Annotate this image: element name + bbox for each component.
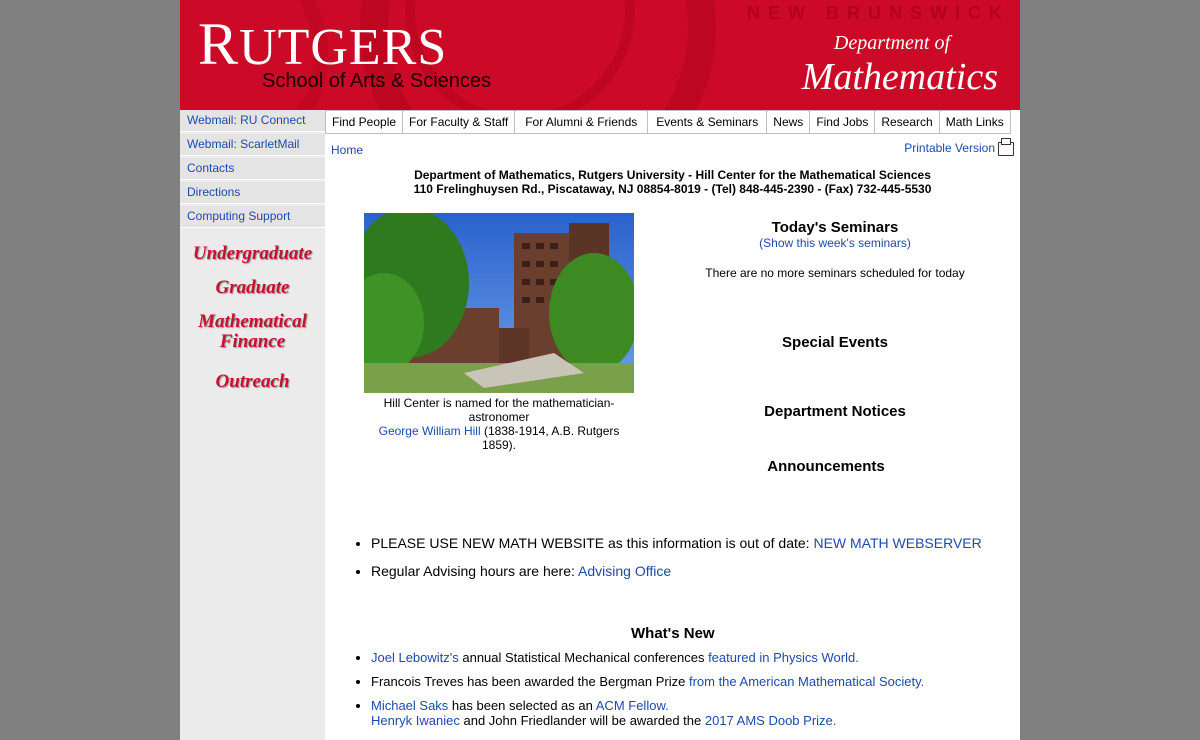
list-item: • Michael Saks has been selected as an ACM Fellow. Henryk Iwaniec and John Friedlander will be awarded the 2017 AMS Doob Prize. (371, 698, 1020, 728)
campus-label: NEW BRUNSWICK (747, 3, 1010, 23)
top-navigation (325, 110, 1020, 134)
sidebar-link-directions[interactable]: Directions (180, 182, 325, 204)
new-math-webserver-link[interactable]: NEW MATH WEBSERVER (813, 535, 982, 551)
sidebar-link-webmail-scarletmail[interactable]: Webmail: ScarletMail (180, 134, 325, 156)
list-item: • Joel Lebowitz's annual Statistical Mechanical conferences featured in Physics World. (371, 650, 1020, 665)
hill-center-photo (364, 213, 634, 393)
breadcrumb-home[interactable]: Home (331, 143, 364, 157)
nav-research[interactable]: Research (874, 110, 939, 134)
sidebar-link-webmail-ru-connect[interactable]: Webmail: RU Connect (180, 110, 325, 132)
program-mathematical-finance[interactable]: Mathematical Finance (198, 311, 307, 352)
sidebar-link-contacts[interactable]: Contacts (180, 158, 325, 180)
joel-lebowitz-link[interactable]: Joel Lebowitz's (371, 650, 459, 665)
announcement-list (355, 535, 1020, 591)
nav-find-people[interactable]: Find People (325, 110, 403, 134)
nav-faculty-staff[interactable]: For Faculty & Staff (402, 110, 515, 134)
header-banner (180, 0, 1020, 110)
henryk-iwaniec-link[interactable]: Henryk Iwaniec (371, 713, 460, 728)
nav-find-jobs[interactable]: Find Jobs (809, 110, 875, 134)
announcements-title: Announcements (767, 458, 885, 475)
printable-version-link[interactable]: Printable Version (904, 141, 1014, 156)
ams-doob-prize-link[interactable]: 2017 AMS Doob Prize. (704, 713, 837, 728)
dept-address: Department of Mathematics, Rutgers University - Hill Center for the Mathematical Sciences 110 Frelinghuysen Rd., Piscataway, NJ 08854-8019 - (Tel) 848-445-2390 - (Fax) 732-445-5530 (413, 168, 932, 196)
dept-title[interactable]: Mathematics (801, 56, 998, 98)
whats-new-title: What's New (631, 625, 715, 642)
ams-bergman-link[interactable]: from the American Mathematical Society. (688, 674, 925, 689)
nav-math-links[interactable]: Math Links (939, 110, 1011, 134)
whats-new-list (355, 650, 1020, 737)
list-item: • Regular Advising hours are here: Advising Office (371, 563, 1020, 579)
show-week-seminars-link[interactable]: (Show this week's seminars) (759, 236, 911, 250)
acm-fellow-link[interactable]: ACM Fellow. (595, 698, 669, 713)
school-name: School of Arts & Sciences (262, 70, 492, 92)
nav-alumni-friends[interactable]: For Alumni & Friends (514, 110, 648, 134)
dept-of-label: Department of (833, 32, 950, 54)
sidebar-link-computing-support[interactable]: Computing Support (180, 206, 325, 228)
program-undergraduate[interactable]: Undergraduate (192, 243, 313, 264)
list-item: • PLEASE USE NEW MATH WEBSITE as this information is out of date: NEW MATH WEBSERVER (371, 535, 1020, 551)
advising-office-link[interactable]: Advising Office (578, 563, 672, 579)
special-events-title: Special Events (782, 334, 888, 351)
nav-news[interactable]: News (766, 110, 810, 134)
nav-events-seminars[interactable]: Events & Seminars (647, 110, 767, 134)
department-notices-title: Department Notices (764, 403, 906, 420)
no-seminars-text: There are no more seminars scheduled for today (705, 266, 965, 280)
page (180, 0, 1020, 740)
george-william-hill-link[interactable]: George William Hill (378, 424, 481, 438)
photo-caption: Hill Center is named for the mathematician-astronomer George William Hill (1838-1914, A.B. Rutgers 1859). (378, 396, 620, 452)
todays-seminars-title: Today's Seminars (771, 219, 899, 236)
list-item: • Francois Treves has been awarded the Bergman Prize from the American Mathematical Society. (371, 674, 1020, 689)
printer-icon (998, 142, 1014, 156)
program-graduate[interactable]: Graduate (215, 277, 290, 298)
michael-saks-link[interactable]: Michael Saks (371, 698, 449, 713)
left-sidebar (180, 110, 325, 740)
main-content (325, 135, 1020, 740)
physics-world-link[interactable]: featured in Physics World. (708, 650, 859, 665)
rutgers-logo[interactable]: RUTGERS (198, 11, 448, 77)
events-column (660, 219, 1010, 475)
program-outreach[interactable]: Outreach (215, 371, 290, 392)
